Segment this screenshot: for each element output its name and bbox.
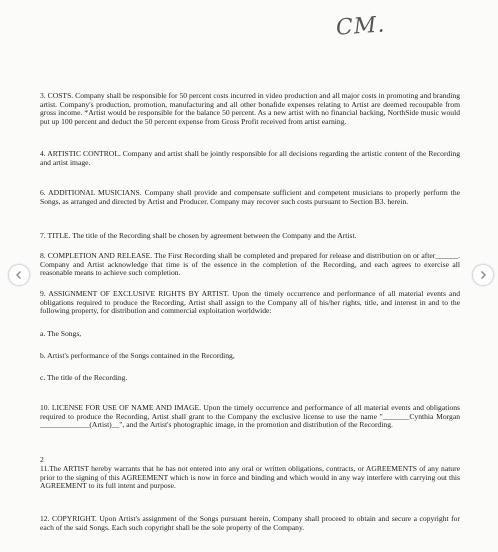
clause-copyright: 12. COPYRIGHT. Upon Artist's assignment of the Songs pursuant herein, Company shall proceed to obtain and secure a copyright for each of the said Songs. Each such copyright shall be the sole property of the Company. [40,514,460,532]
clause-costs: 3. COSTS. Company shall be responsible for 50 percent costs incurred in video production and all major costs in promoting and branding artist. Company's production, promotion, manufacturing and all other bonafide expenses relating to Artist are deemed recoupable from gross income. *Artist would be responsible for the balance 50 percent. As a new artist with no financial backing, NorthSide music would put up 100 percent and deduct the 50 percent expense from Gross Profit received from artist earning. [40,91,460,126]
clause-artistic-control: 4. ARTISTIC CONTROL. Company and artist shall be jointly responsible for all decisions regarding the artistic content of the Recording and artist image. [40,149,460,167]
clause-license: 10. LICENSE FOR USE OF NAME AND IMAGE. Upon the timely occurrence and performance of all material events and obligations required to produce the Recording, Artist shall grant to the Company the exclusive license to use the name "_______Cynthia Morgan _____________(Artist)__", and the Artist's photographic image, in the promotion and distribution of the Recording. [40,403,460,430]
clause-assignment: 9. ASSIGNMENT OF EXCLUSIVE RIGHTS BY ARTIST. Upon the timely occurrence and performance of all material events and obligations required to produce the Recording, Artist shall assign to the Company all of his/her rights, title, and interest in and to the following property, for distribution and commercial exploitation worldwide: [40,289,460,316]
clause-item-a: a. The Songs, [40,329,82,338]
clause-title: 7. TITLE. The title of the Recording shall be chosen by agreement between the Company and the Artist. [40,231,357,240]
handwritten-annotation: CM. [335,12,387,41]
chevron-right-icon [478,270,488,280]
clause-item-c: c. The title of the Recording. [40,373,128,382]
clause-item-b: b. Artist's performance of the Songs contained in the Recording, [40,351,235,360]
page-number: 2 [40,455,44,464]
next-page-button[interactable] [472,264,494,286]
clause-warranty: 11.The ARTIST hereby warrants that he has not entered into any oral or written obligations, contracts, or AGREEMENTS of any nature prior to the signing of this AGREEMENT which is now in force and binding and which would in any way interfere with carrying out this AGREEMENT to its full intent and purpose. [40,464,460,491]
clause-additional-musicians: 6. ADDITIONAL MUSICIANS. Company shall provide and compensate sufficient and competent musicians to properly perform the Songs, as arranged and directed by Artist and Producer. Company may recover such costs pursuant to Section B3. herein. [40,188,460,206]
previous-page-button[interactable] [8,264,30,286]
clause-completion: 8. COMPLETION AND RELEASE. The First Recording shall be completed and prepared for release and distribution on or after______. Company and Artist acknowledge that time is of the essence in the completion of the Recording, and each agrees to exercise all reasonable means to achieve such completion. [40,251,460,278]
chevron-left-icon [14,270,24,280]
